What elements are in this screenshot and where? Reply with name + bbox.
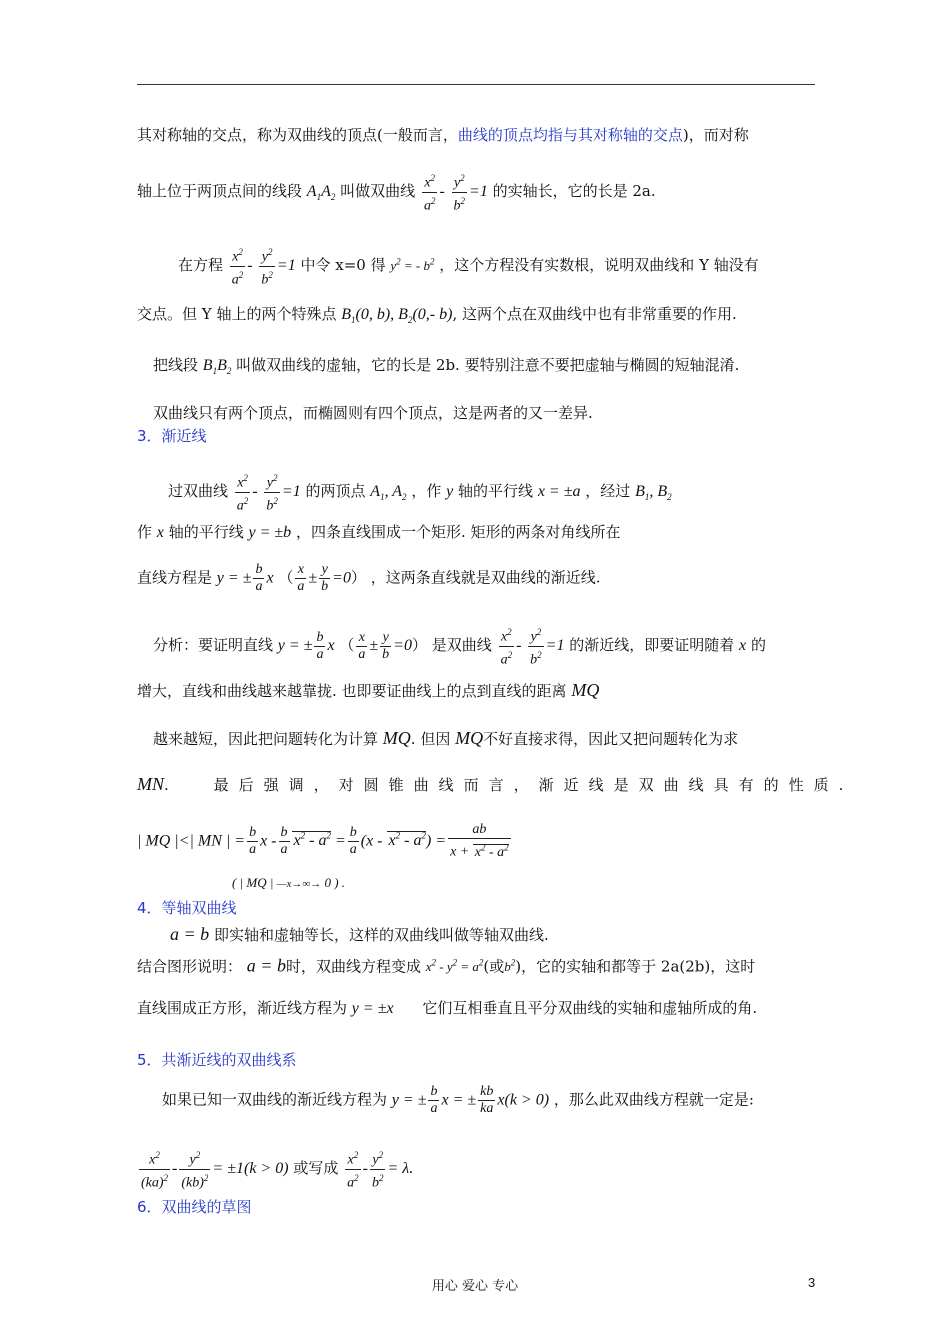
text: 它们互相垂直且平分双曲线的实轴和虚轴所成的角.: [422, 999, 758, 1017]
text: 是双曲线: [431, 636, 492, 655]
var-mn: MN: [137, 774, 164, 794]
para1-line1: [137, 125, 749, 145]
para5-line1: 过双曲线 $\frac{x^2}{a^2}$ - $\frac{y^2}{b^2}$ =1 的两顶点 $A_1$, $A_2$ ，作 y 轴的平行线 x = ±a ，经过 $B_1$, $B_2$: [168, 470, 672, 514]
fraction: $\frac{y^2}{b^2}$: [259, 244, 275, 288]
text: 在方程: [178, 256, 224, 275]
page-number: 3: [808, 1275, 816, 1290]
text: 结合图形说明：: [137, 957, 243, 976]
para7-line2: [137, 953, 755, 977]
text: 直线围成正方形，渐近线方程为: [137, 999, 348, 1017]
var-mq: MQ: [455, 728, 484, 748]
formula-b1b2: $B_1B_2$: [202, 357, 232, 377]
fraction: $\frac{y}{b}$: [321, 562, 329, 594]
para8-line1: 如果已知一双曲线的渐近线方程为 y = ± $\frac{b}{a}$ x = ± $\frac{kb}{ka}$ x(k > 0) ，那么此双曲线方程就一定是:: [162, 1084, 754, 1116]
fraction: $\frac{y^2}{b^2}$: [528, 624, 544, 668]
text: 把线段: [153, 356, 199, 374]
text: 这两个点在双曲线中也有非常重要的作用.: [462, 305, 737, 323]
text: 中令 x=0 得: [300, 256, 386, 275]
fraction: $\frac{b}{a}$: [255, 562, 263, 594]
text: 如果已知一双曲线的渐近线方程为: [162, 1090, 388, 1109]
text: 轴上位于两顶点间的线段: [137, 182, 303, 201]
para6-line3: [153, 728, 738, 749]
text: 的: [750, 636, 766, 655]
fraction: $\frac{x}{a}$: [297, 562, 305, 594]
text: ，作: [411, 482, 442, 501]
text: 分析：要证明直线: [153, 636, 274, 655]
text: 作: [137, 523, 153, 541]
para5-line3: 直线方程是 y = ± $\frac{b}{a}$ x （ $\frac{x}{a}$ ± $\frac{y}{b}$ =0） ，这两条直线就是双曲线的渐近线.: [137, 562, 601, 594]
text: 即实轴和虚轴等长，这样的双曲线叫做等轴双曲线.: [213, 926, 549, 944]
text: 轴的平行线: [168, 523, 244, 541]
text: 的两顶点: [305, 482, 366, 501]
formula-x-pm-a: x = ±a: [537, 483, 581, 501]
text: 或写成: [293, 1159, 339, 1178]
text: 轴的平行线: [458, 482, 534, 501]
formula-a-eq-b: a = b: [170, 924, 210, 944]
para6-line2: [137, 680, 599, 701]
footer-text: 用心 爱心 专心: [431, 1279, 519, 1294]
para7-line3: [137, 998, 757, 1019]
fraction: $\frac{y^2}{b^2}$: [452, 170, 468, 214]
text: 叫做双曲线: [340, 182, 416, 201]
fraction: $\frac{y}{b}$: [382, 629, 390, 662]
var-x: x: [156, 524, 164, 541]
para3: [153, 355, 739, 381]
formula-y-pm-x: y = ±x: [351, 1000, 394, 1017]
para1-line2: 轴上位于两顶点间的线段 $A_1A_2$ 叫做双曲线 $\frac{x^2}{a^2}$ - $\frac{y^2}{b^2}$ =1 的实轴长，它的长是 2a.: [137, 170, 656, 214]
var-x: x: [739, 637, 747, 655]
text: 的渐近线，即要证明随着: [569, 636, 735, 655]
text: ，这个方程没有实数根，说明双曲线和 Y 轴没有: [439, 256, 759, 275]
formula-b1b2: $B_1(0$, b), $B_2(0,-$ b): [341, 306, 453, 326]
para5-line2: [137, 522, 621, 543]
fraction: $\frac{x}{a}$: [358, 629, 366, 662]
text: )，它的实轴和都等于 2a(2b)，这时: [515, 957, 756, 976]
para7-line1: [170, 924, 549, 945]
header-rule: [137, 84, 815, 85]
text: 增大，直线和曲线越来越靠拢. 也即要证曲线上的点到直线的距离: [137, 682, 567, 700]
text: (或: [483, 957, 505, 976]
text: 直线方程是: [137, 568, 213, 587]
text: )，而对称: [682, 126, 749, 144]
para6-line1: 分析：要证明直线 y = ± $\frac{b}{a}$ x （ $\frac{x}{a}$ ± $\frac{y}{b}$ =0） 是双曲线 $\frac{x^2}{a^2}$ - $\frac{y^2}{b^2}$ =1 的渐近线，即要证明随着 x 的: [153, 624, 766, 668]
text: 交点。但 Y 轴上的两个特殊点: [137, 305, 337, 323]
formula-limit: ( | MQ | —x→∞→ 0 ) .: [232, 875, 346, 890]
fraction: $\frac{y^2}{b^2}$: [264, 470, 280, 514]
para8-line2: $\frac{x^2}{(ka)^2}$ - $\frac{y^2}{(kb)^2}$ = ±1(k > 0) 或写成 $\frac{x^2}{a^2}$ - $\frac{y^2}{b^2}$ = λ.: [137, 1147, 413, 1191]
text: 叫做双曲线的虚轴，它的长是 2b. 要特别注意不要把虚轴与椭圆的短轴混淆.: [236, 356, 740, 374]
text: . 但因: [410, 730, 451, 748]
formula-mq-mn: | MQ |<| MN | = $\frac{b}{a}$ x - $\frac{b}{a}$ $x^2 - a^2$ = $\frac{b}{a}$ $(x - x^2 - a^2)$ = $\frac{ab}{x + x^2 - a^2}$: [137, 822, 509, 860]
text: ，经过: [585, 482, 631, 501]
para2-line2: 交点。但 Y 轴上的两个特殊点 $B_1(0$, b), $B_2(0,-$ b), 这两个点在双曲线中也有非常重要的作用.: [137, 305, 737, 326]
text: 最后强调，对圆锥曲线而言，渐近线是双曲线具有的性质.: [213, 776, 854, 794]
formula-a-eq-b: a = b: [246, 955, 286, 976]
text: 的实轴长，它的长是 2a.: [492, 182, 656, 201]
fraction: $\frac{x^2}{a^2}$: [230, 244, 246, 288]
text: ，四条直线围成一个矩形. 矩形的两条对角线所在: [295, 523, 621, 541]
fraction: $\frac{x^2}{a^2}$: [499, 624, 515, 668]
text: 过双曲线: [168, 482, 229, 501]
text: ，这两条直线就是双曲线的渐近线.: [370, 568, 601, 587]
para4: [153, 403, 593, 423]
para6-line4: MN. 最后强调，对圆锥曲线而言，渐近线是双曲线具有的性质.: [137, 774, 854, 794]
formula-y2: $y^2$ = - $b^2$: [390, 256, 435, 274]
heading-4: 4．等轴双曲线: [137, 899, 237, 917]
formula-x2-y2: $x^2 - y^2 = a^2$: [425, 958, 484, 975]
text: 时，双曲线方程变成: [285, 957, 421, 976]
heading-3: 3．渐近线: [137, 427, 207, 445]
formula-a1a2: $A_1A_2$: [306, 183, 336, 203]
var-y: y: [446, 483, 454, 501]
formula-a1a2: $A_1$, $A_2$: [370, 483, 407, 503]
formula-y-pm-b: y = ±b: [248, 524, 292, 541]
text: 越来越短，因此把问题转化为计算: [153, 730, 379, 748]
fraction: $\frac{x^2}{a^2}$: [235, 470, 251, 514]
para2-line1: 在方程 $\frac{x^2}{a^2}$ - $\frac{y^2}{b^2}$ =1 中令 x=0 得 $y^2$ = - $b^2$ ，这个方程没有实数根，说明双曲线和 Y 轴没有: [178, 244, 759, 288]
formula-b2: $b^2$: [504, 958, 516, 975]
fraction: $\frac{b}{a}$: [316, 629, 324, 662]
fraction: $\frac{x^2}{a^2}$: [422, 170, 438, 214]
var-mq: MQ: [382, 728, 411, 748]
text: 双曲线只有两个顶点，而椭圆则有四个顶点，这是两者的又一差异.: [153, 404, 593, 422]
formula-b1b2: $B_1$, $B_2$: [635, 483, 672, 503]
blue-text: 曲线的顶点均指与其对称轴的交点: [457, 126, 683, 144]
var-mq: MQ: [571, 680, 600, 700]
text: 不好直接求得，因此又把问题转化为求: [483, 730, 739, 748]
text: ，那么此双曲线方程就一定是:: [553, 1090, 754, 1109]
text: 其对称轴的交点，称为双曲线的顶点(一般而言，: [137, 126, 458, 144]
heading-6: 6．双曲线的草图: [137, 1198, 252, 1216]
heading-5: 5．共渐近线的双曲线系: [137, 1051, 297, 1069]
